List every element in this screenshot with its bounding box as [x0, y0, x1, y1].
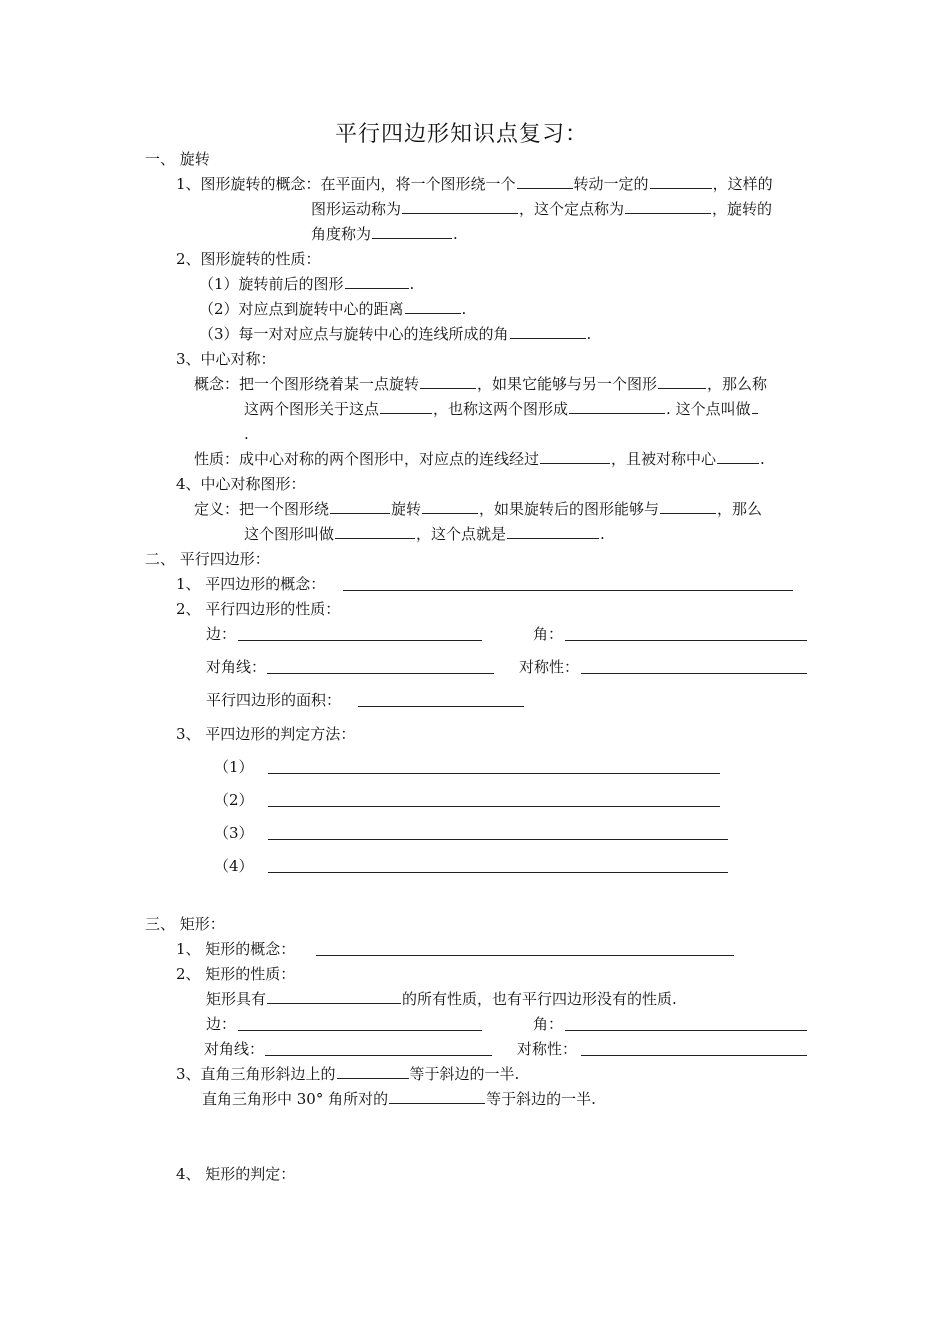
- rect-symmetry-label: 对称性：: [517, 1040, 578, 1058]
- blank[interactable]: [507, 524, 599, 539]
- method-2-blank[interactable]: [268, 806, 720, 807]
- rectangle-concept-label: 1、 矩形的概念：: [176, 940, 296, 958]
- rect-symmetry-blank[interactable]: [581, 1055, 807, 1056]
- blank[interactable]: [625, 199, 711, 214]
- rotation-property-2: [199, 299, 466, 319]
- rotation-property-1: [199, 274, 414, 294]
- side-label: 边：: [206, 625, 237, 643]
- rect-angle-blank[interactable]: [565, 1030, 807, 1031]
- central-symmetry-concept-line-1: [194, 374, 767, 394]
- text: （2）对应点到旋转中心的距离: [199, 300, 404, 318]
- blank[interactable]: [660, 499, 716, 514]
- blank[interactable]: [337, 1064, 409, 1079]
- text: ，这个点就是: [416, 525, 507, 543]
- rotation-concept-line-2: [311, 199, 772, 219]
- blank[interactable]: [752, 399, 758, 414]
- text: . 这个点叫做: [666, 400, 751, 418]
- blank[interactable]: [422, 499, 478, 514]
- blank[interactable]: [267, 989, 401, 1004]
- text: 1、图形旋转的概念：在平面内，将一个图形绕一个: [176, 175, 516, 193]
- blank[interactable]: [569, 399, 665, 414]
- diagonal-label: 对角线：: [206, 658, 267, 676]
- method-4-blank[interactable]: [268, 872, 728, 873]
- blank[interactable]: [335, 524, 415, 539]
- blank[interactable]: [540, 449, 610, 464]
- text: 角度称为: [311, 225, 372, 243]
- text: .: [586, 325, 592, 343]
- blank[interactable]: [380, 399, 432, 414]
- text: （1）旋转前后的图形: [199, 275, 344, 293]
- section-3-heading: 三、 矩形：: [145, 915, 225, 933]
- text: .: [453, 225, 458, 243]
- parallelogram-concept-blank[interactable]: [343, 590, 793, 591]
- text: ，也称这两个图形成: [433, 400, 569, 418]
- blank[interactable]: [510, 324, 586, 339]
- text: 概念：把一个图形绕着某一点旋转: [194, 375, 420, 393]
- rect-diagonal-label: 对角线：: [204, 1040, 265, 1058]
- method-1-blank[interactable]: [268, 773, 720, 774]
- text: 性质：成中心对称的两个图形中，对应点的连线经过: [194, 450, 540, 468]
- blank[interactable]: [650, 174, 712, 189]
- central-symmetry-concept-line-3: .: [244, 425, 249, 443]
- method-3-label: （3）: [214, 824, 254, 842]
- method-3-blank[interactable]: [268, 839, 728, 840]
- text: ，且被对称中心: [611, 450, 717, 468]
- text: ，那么称: [707, 375, 768, 393]
- rect-side-blank[interactable]: [238, 1030, 482, 1031]
- central-symmetry-property: [194, 449, 765, 469]
- text: 这两个图形关于这点: [244, 400, 380, 418]
- rectangle-concept-blank[interactable]: [316, 955, 734, 956]
- text: 直角三角形中 30° 角所对的: [202, 1090, 389, 1108]
- blank[interactable]: [372, 224, 452, 239]
- section-2-heading: 二、 平行四边形：: [145, 550, 270, 568]
- side-blank[interactable]: [238, 640, 482, 641]
- text: 等于斜边的一半.: [409, 1065, 520, 1083]
- blank[interactable]: [405, 299, 461, 314]
- rectangle-properties-label: 2、 矩形的性质：: [176, 965, 296, 983]
- rotation-properties-heading: 2、图形旋转的性质：: [176, 250, 321, 268]
- text: ，这个定点称为: [519, 200, 625, 218]
- rotation-concept-line-1: [176, 174, 773, 194]
- blank[interactable]: [330, 499, 390, 514]
- central-symmetry-concept-line-2: [244, 399, 759, 419]
- blank[interactable]: [717, 449, 759, 464]
- text: 图形运动称为: [311, 200, 402, 218]
- rect-angle-label: 角：: [533, 1015, 564, 1033]
- text: （3）每一对对应点与旋转中心的连线所成的角: [199, 325, 509, 343]
- text: .: [461, 300, 467, 318]
- blank[interactable]: [420, 374, 476, 389]
- text: .: [760, 450, 765, 468]
- symmetry-blank[interactable]: [581, 673, 807, 674]
- rotation-concept-line-3: [311, 224, 458, 244]
- text: 定义：把一个图形绕: [194, 500, 330, 518]
- text: 转动一定的: [573, 175, 649, 193]
- text: ，这样的: [712, 175, 773, 193]
- central-symmetry-heading: 3、中心对称：: [176, 350, 276, 368]
- blank[interactable]: [402, 199, 518, 214]
- rotation-property-3: [199, 324, 591, 344]
- blank[interactable]: [345, 274, 409, 289]
- angle-blank[interactable]: [565, 640, 807, 641]
- central-symmetric-figure-heading: 4、中心对称图形：: [176, 475, 306, 493]
- rect-side-label: 边：: [206, 1015, 237, 1033]
- area-label: 平行四边形的面积：: [206, 691, 342, 709]
- area-blank[interactable]: [358, 706, 524, 707]
- text: ，那么: [717, 500, 763, 518]
- method-2-label: （2）: [214, 791, 254, 809]
- parallelogram-properties-label: 2、 平行四边形的性质：: [176, 600, 341, 618]
- text: 等于斜边的一半.: [486, 1090, 596, 1108]
- right-triangle-30-line: [202, 1089, 596, 1109]
- blank[interactable]: [658, 374, 706, 389]
- rectangle-has-line: [206, 989, 677, 1009]
- method-4-label: （4）: [214, 857, 254, 875]
- central-symmetric-figure-def-line-2: [244, 524, 605, 544]
- method-1-label: （1）: [214, 758, 254, 776]
- text: .: [409, 275, 415, 293]
- blank[interactable]: [389, 1089, 485, 1104]
- text: 这个图形叫做: [244, 525, 335, 543]
- rectangle-criteria-label: 4、 矩形的判定：: [176, 1165, 296, 1183]
- text: 的所有性质，也有平行四边形没有的性质.: [402, 990, 677, 1008]
- text: .: [600, 525, 605, 543]
- page-title: 平行四边形知识点复习：: [335, 122, 589, 147]
- right-triangle-median-line: [176, 1064, 519, 1084]
- text: ，如果它能够与另一个图形: [477, 375, 658, 393]
- text: 3、直角三角形斜边上的: [176, 1065, 336, 1083]
- blank[interactable]: [517, 174, 573, 189]
- text: 旋转: [391, 500, 422, 518]
- text: ，旋转的: [712, 200, 773, 218]
- diagonal-blank[interactable]: [267, 673, 494, 674]
- angle-label: 角：: [533, 625, 564, 643]
- text: ，如果旋转后的图形能够与: [479, 500, 660, 518]
- section-1-heading: 一、 旋转: [145, 150, 210, 168]
- parallelogram-concept-label: 1、 平四边形的概念：: [176, 575, 326, 593]
- text: 矩形具有: [206, 990, 267, 1008]
- symmetry-label: 对称性：: [519, 658, 580, 676]
- parallelogram-criteria-label: 3、 平四边形的判定方法：: [176, 725, 356, 743]
- central-symmetric-figure-def-line-1: [194, 499, 762, 519]
- rect-diagonal-blank[interactable]: [265, 1055, 492, 1056]
